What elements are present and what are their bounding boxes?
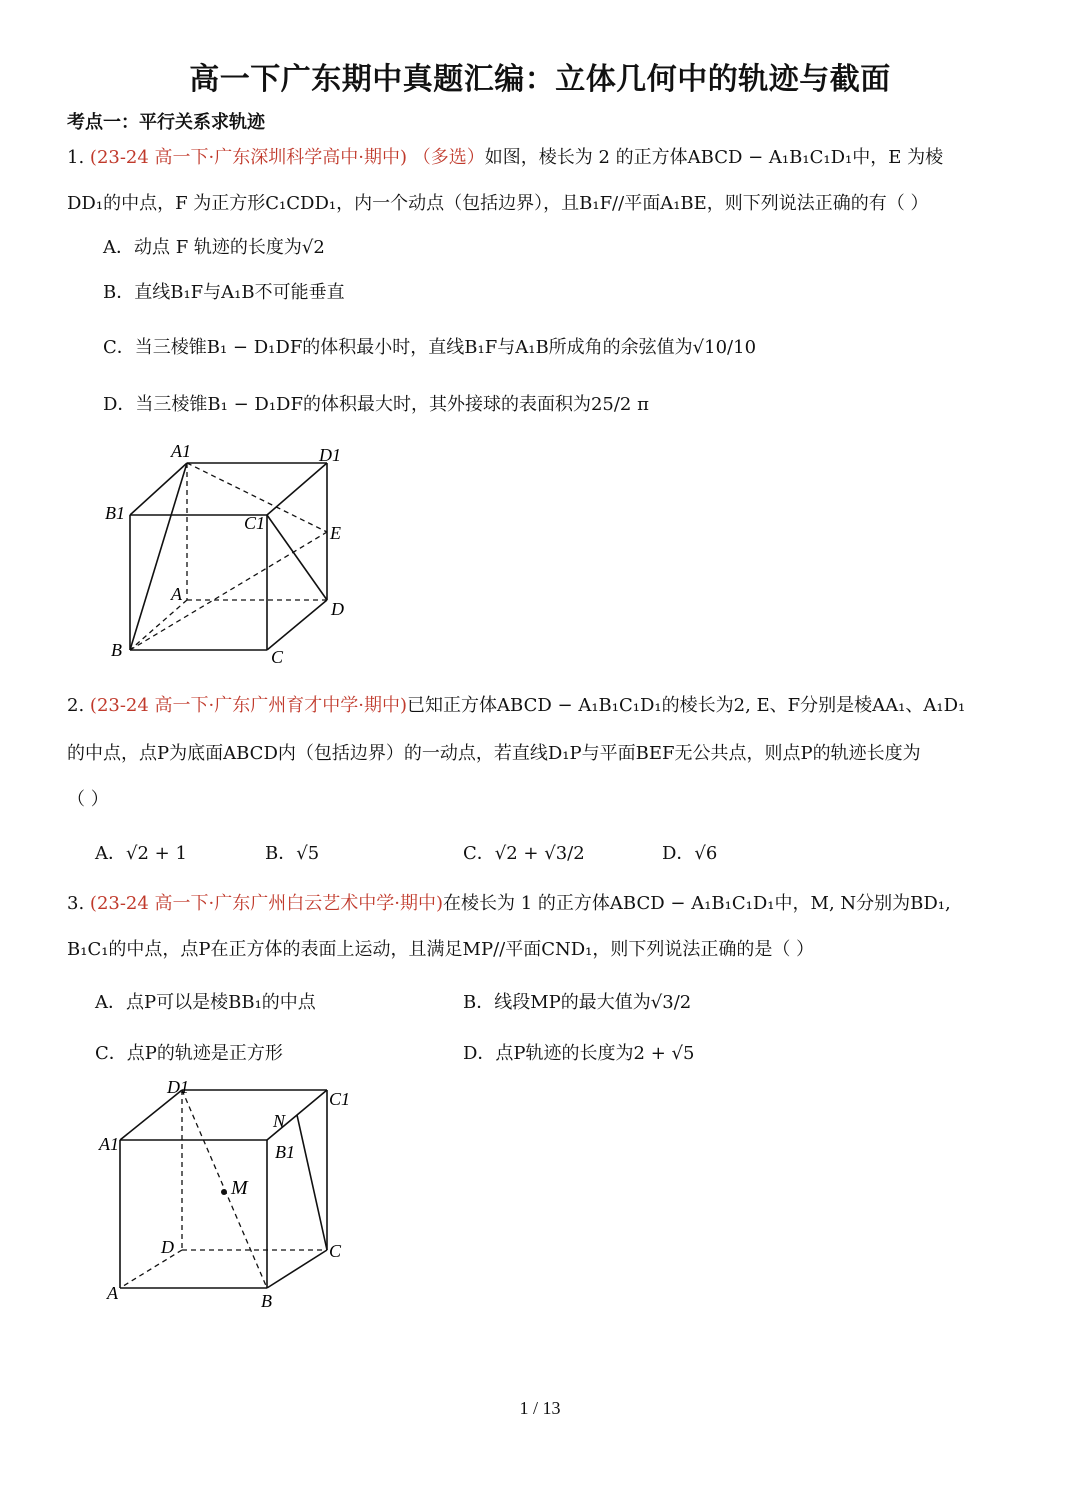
question-3-option-b: B．线段MP的最大值为√3/2	[463, 992, 692, 1013]
label-b: B	[261, 1291, 272, 1311]
question-2-option-b: B．√5	[265, 843, 320, 864]
label-d: D	[331, 599, 344, 619]
question-2-line-1	[67, 694, 965, 718]
question-1-cube-figure	[95, 435, 365, 670]
label-c: C	[271, 647, 284, 667]
label-b: B	[111, 640, 122, 660]
question-3-cube-figure	[95, 1075, 365, 1315]
question-2-option-a: A．√2 + 1	[95, 843, 187, 864]
question-1-option-c: C．当三棱锥B₁ − D₁DF的体积最小时，直线B₁F与A₁B所成角的余弦值为√10/10	[103, 337, 757, 358]
question-2-option-c: C．√2 + √3/2	[463, 843, 585, 864]
question-3-line-1	[67, 892, 951, 916]
question-2-text-1: 已知正方体ABCD − A₁B₁C₁D₁的棱长为2, E、F分别是棱AA₁、A₁D₁	[407, 695, 966, 716]
question-1-line-2: DD₁的中点，F 为正方形C₁CDD₁，内一个动点（包括边界），且B₁F//平面A₁BE，则下列说法正确的有（ ）	[67, 193, 929, 214]
label-c1: C1	[329, 1089, 351, 1109]
question-2-number: 2.	[67, 695, 85, 716]
question-3-number: 3.	[67, 893, 85, 914]
question-3-option-c: C．点P的轨迹是正方形	[95, 1043, 283, 1064]
question-3-source: (23-24 高一下·广东广州白云艺术中学·期中)	[89, 893, 444, 914]
label-d1: D1	[167, 1077, 189, 1097]
label-a1: A1	[99, 1134, 119, 1154]
question-1-text-1: 如图，棱长为 2 的正方体ABCD − A₁B₁C₁D₁中，E 为棱	[484, 147, 944, 168]
question-1-option-d: D．当三棱锥B₁ − D₁DF的体积最大时，其外接球的表面积为25/2 π	[103, 394, 649, 415]
label-n: N	[273, 1111, 286, 1131]
question-1-number: 1.	[67, 147, 85, 168]
question-3-text-1: 在棱长为 1 的正方体ABCD − A₁B₁C₁D₁中，M, N分别为BD₁,	[443, 893, 951, 914]
label-a: A	[107, 1283, 118, 1303]
question-2-source: (23-24 高一下·广东广州育才中学·期中)	[89, 695, 408, 716]
question-1-option-a: A．动点 F 轨迹的长度为√2	[103, 237, 325, 258]
label-b1: B1	[105, 503, 125, 523]
label-a1: A1	[171, 441, 191, 461]
section-heading: 考点一：平行关系求轨迹	[67, 112, 265, 133]
question-1-source: (23-24 高一下·广东深圳科学高中·期中) （多选）	[89, 147, 485, 168]
question-3-option-a: A．点P可以是棱BB₁的中点	[95, 992, 316, 1013]
question-1-line-1	[67, 146, 943, 170]
question-3-option-d: D．点P轨迹的长度为2 + √5	[463, 1043, 695, 1064]
label-d: D	[161, 1237, 174, 1257]
question-3-line-2: B₁C₁的中点，点P在正方体的表面上运动，且满足MP//平面CND₁，则下列说法正确的是（ ）	[67, 939, 815, 960]
question-2-line-3: （ ）	[67, 789, 109, 810]
label-a: A	[171, 584, 182, 604]
page-number: 1 / 13	[519, 1398, 561, 1418]
question-2-option-d: D．√6	[662, 843, 718, 864]
question-1-option-b: B．直线B₁F与A₁B不可能垂直	[103, 282, 345, 303]
question-2-line-2: 的中点，点P为底面ABCD内（包括边界）的一动点，若直线D₁P与平面BEF无公共点，则点P的轨迹长度为	[67, 743, 921, 764]
label-c: C	[329, 1241, 342, 1261]
label-c1: C1	[244, 513, 266, 533]
label-d1: D1	[319, 445, 341, 465]
label-b1: B1	[275, 1142, 295, 1162]
page-title: 高一下广东期中真题汇编：立体几何中的轨迹与截面	[189, 62, 891, 97]
label-e: E	[330, 523, 341, 543]
label-m: M	[231, 1177, 248, 1199]
